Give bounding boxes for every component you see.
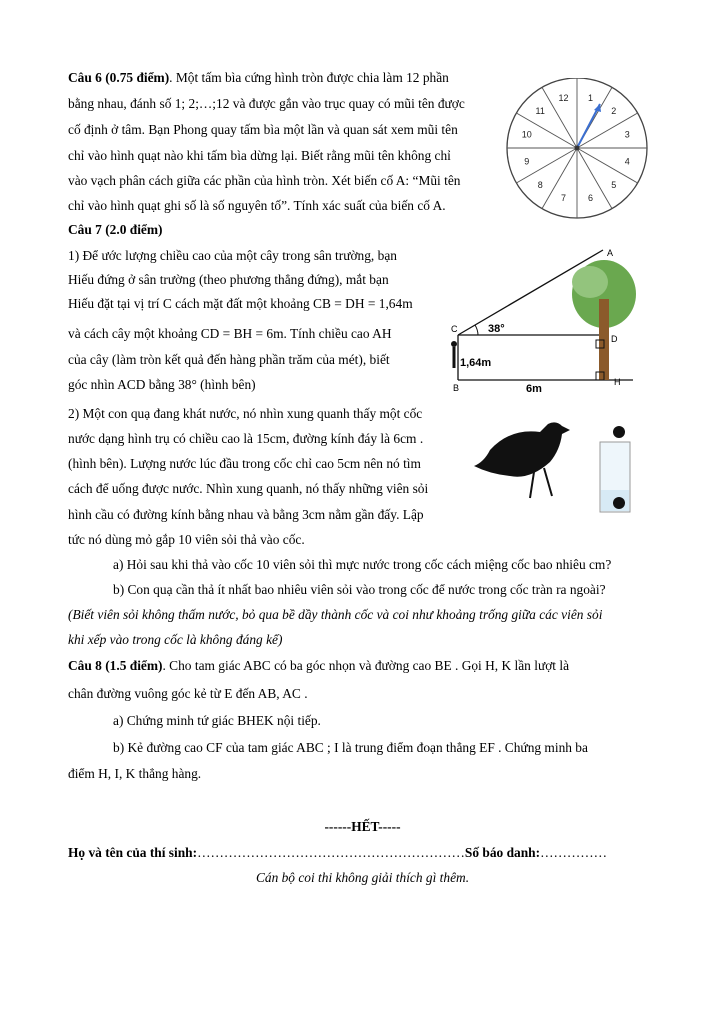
wheel-divider (542, 148, 577, 209)
tree-height-figure (448, 244, 653, 394)
q7-note-1: (Biết viên sỏi không thấm nước, bỏ qua bề dầy thành cốc và coi như khoảng trống giữa các viên sỏi (68, 607, 603, 622)
q6-line-5: vào vạch phân cách giữa các phần của hình tròn. Xét biến cố A: “Mũi tên (68, 173, 461, 188)
point-b-label: B (453, 383, 460, 393)
wheel-number: 12 (558, 92, 569, 103)
wheel-number: 11 (535, 106, 545, 117)
wheel-number: 1 (587, 92, 593, 103)
wheel-number: 7 (561, 193, 567, 204)
q7-p2-line-3: (hình bên). Lượng nước lúc đầu trong cốc chỉ cao 5cm nên nó tìm (68, 456, 421, 471)
q7-p1-line-1: 1) Để ước lượng chiều cao của một cây trong sân trường, bạn (68, 248, 397, 263)
wheel-number: 9 (524, 156, 530, 167)
q7-question-b: b) Con quạ cần thả ít nhất bao nhiêu viên sỏi vào trong cốc để nước trong cốc tràn ra ngoài? (113, 582, 606, 597)
q8-line-1: Câu 8 (1.5 điểm). Cho tam giác ABC có ba góc nhọn và đường cao BE . Gọi H, K lần lượt là (68, 658, 570, 673)
point-c-label: C (451, 324, 458, 334)
q7-p1-line-3: Hiếu đặt tại vị trí C cách mặt đất một khoảng CB = DH = 1,64m (68, 296, 413, 311)
q7-p1-line-4: và cách cây một khoảng CD = BH = 6m. Tính chiều cao AH (68, 326, 392, 341)
wheel-divider (577, 148, 612, 209)
q6-line-2: bằng nhau, đánh số 1; 2;…;12 và được gắn vào trục quay có mũi tên được (68, 96, 465, 111)
q7-p1-line-2: Hiếu đứng ở sân trường (theo phương thẳng đứng), mắt bạn (68, 272, 389, 287)
q7-p2-line-2: nước dạng hình trụ có chiều cao là 15cm, đường kính đáy là 6cm . (68, 431, 424, 446)
wheel-number: 8 (537, 179, 543, 190)
angle-label: 38° (488, 323, 505, 335)
sbd-label: Số báo danh: (464, 845, 541, 860)
q7-p2-line-4: cách để uống được nước. Nhìn xung quanh, nó thấy những viên sỏi (68, 481, 429, 496)
q7-question-a: a) Hỏi sau khi thả vào cốc 10 viên sỏi thì mực nước trong cốc cách miệng cốc bao nhiêu cm? (113, 557, 612, 572)
wheel-number: 5 (611, 179, 617, 190)
point-h-label: H (614, 377, 621, 387)
wheel-number: 2 (611, 106, 617, 117)
q7-title: Câu 7 (2.0 điểm) (68, 222, 163, 237)
spinner-wheel-figure (502, 78, 652, 228)
candidate-info-line: Họ và tên của thí sinh:……………………………………………………Số báo danh:…………… (68, 845, 608, 860)
proctor-note: Cán bộ coi thi không giải thích gì thêm. (255, 870, 470, 885)
end-marker: ------HẾT----- (324, 819, 401, 834)
q8-line-2: chân đường vuông góc kẻ từ E đến AB, AC . (68, 686, 308, 701)
q6-line-4: chỉ vào hình quạt nào khi tấm bìa dừng lại. Biết rằng mũi tên không chỉ (68, 148, 451, 163)
q8-part-b-cont: điểm H, I, K thẳng hàng. (68, 766, 202, 781)
q7-p2-line-1: 2) Một con quạ đang khát nước, nó nhìn xung quanh thấy một cốc (68, 406, 423, 421)
q6-line-1: Câu 6 (0.75 điểm). Một tấm bìa cứng hình tròn được chia làm 12 phần (68, 70, 449, 85)
point-d-label: D (611, 334, 618, 344)
q6-line-6: chỉ vào hình quạt ghi số là số nguyên tố”. Tính xác suất của biến cố A. (68, 198, 446, 213)
crow-glass-figure (470, 410, 640, 520)
wheel-number: 10 (521, 129, 532, 140)
q7-p2-line-5: hình cầu có đường kính bằng nhau và bằng 3cm nằm gần đấy. Lập (68, 507, 424, 522)
q7-note-2: khi xếp vào trong cốc là không đáng kể) (68, 632, 283, 647)
q6-title: Câu 6 (0.75 điểm) (68, 70, 170, 85)
point-a-label: A (607, 248, 614, 258)
wheel-number: 3 (624, 129, 630, 140)
q7-p1-line-5: của cây (làm tròn kết quả đến hàng phần trăm của mét), biết (68, 352, 390, 367)
q6-line-3: cố định ở tâm. Bạn Phong quay tấm bìa một lần và quan sát xem mũi tên (68, 122, 458, 137)
wheel-number: 4 (624, 156, 630, 167)
q7-p1-line-6: góc nhìn ACD bằng 38° (hình bên) (68, 377, 256, 392)
q8-part-a: a) Chứng minh tứ giác BHEK nội tiếp. (113, 713, 321, 728)
name-label: Họ và tên của thí sinh: (68, 845, 198, 860)
distance-label: 6m (526, 383, 542, 394)
q8-part-b: b) Kẻ đường cao CF của tam giác ABC ; I là trung điểm đoạn thẳng EF . Chứng minh ba (113, 740, 588, 755)
height-label: 1,64m (460, 357, 492, 369)
q7-p2-line-6: tức nó dùng mỏ gắp 10 viên sỏi thả vào cốc. (68, 532, 305, 547)
wheel-number: 6 (587, 193, 593, 204)
q8-title: Câu 8 (1.5 điểm) (68, 658, 163, 673)
